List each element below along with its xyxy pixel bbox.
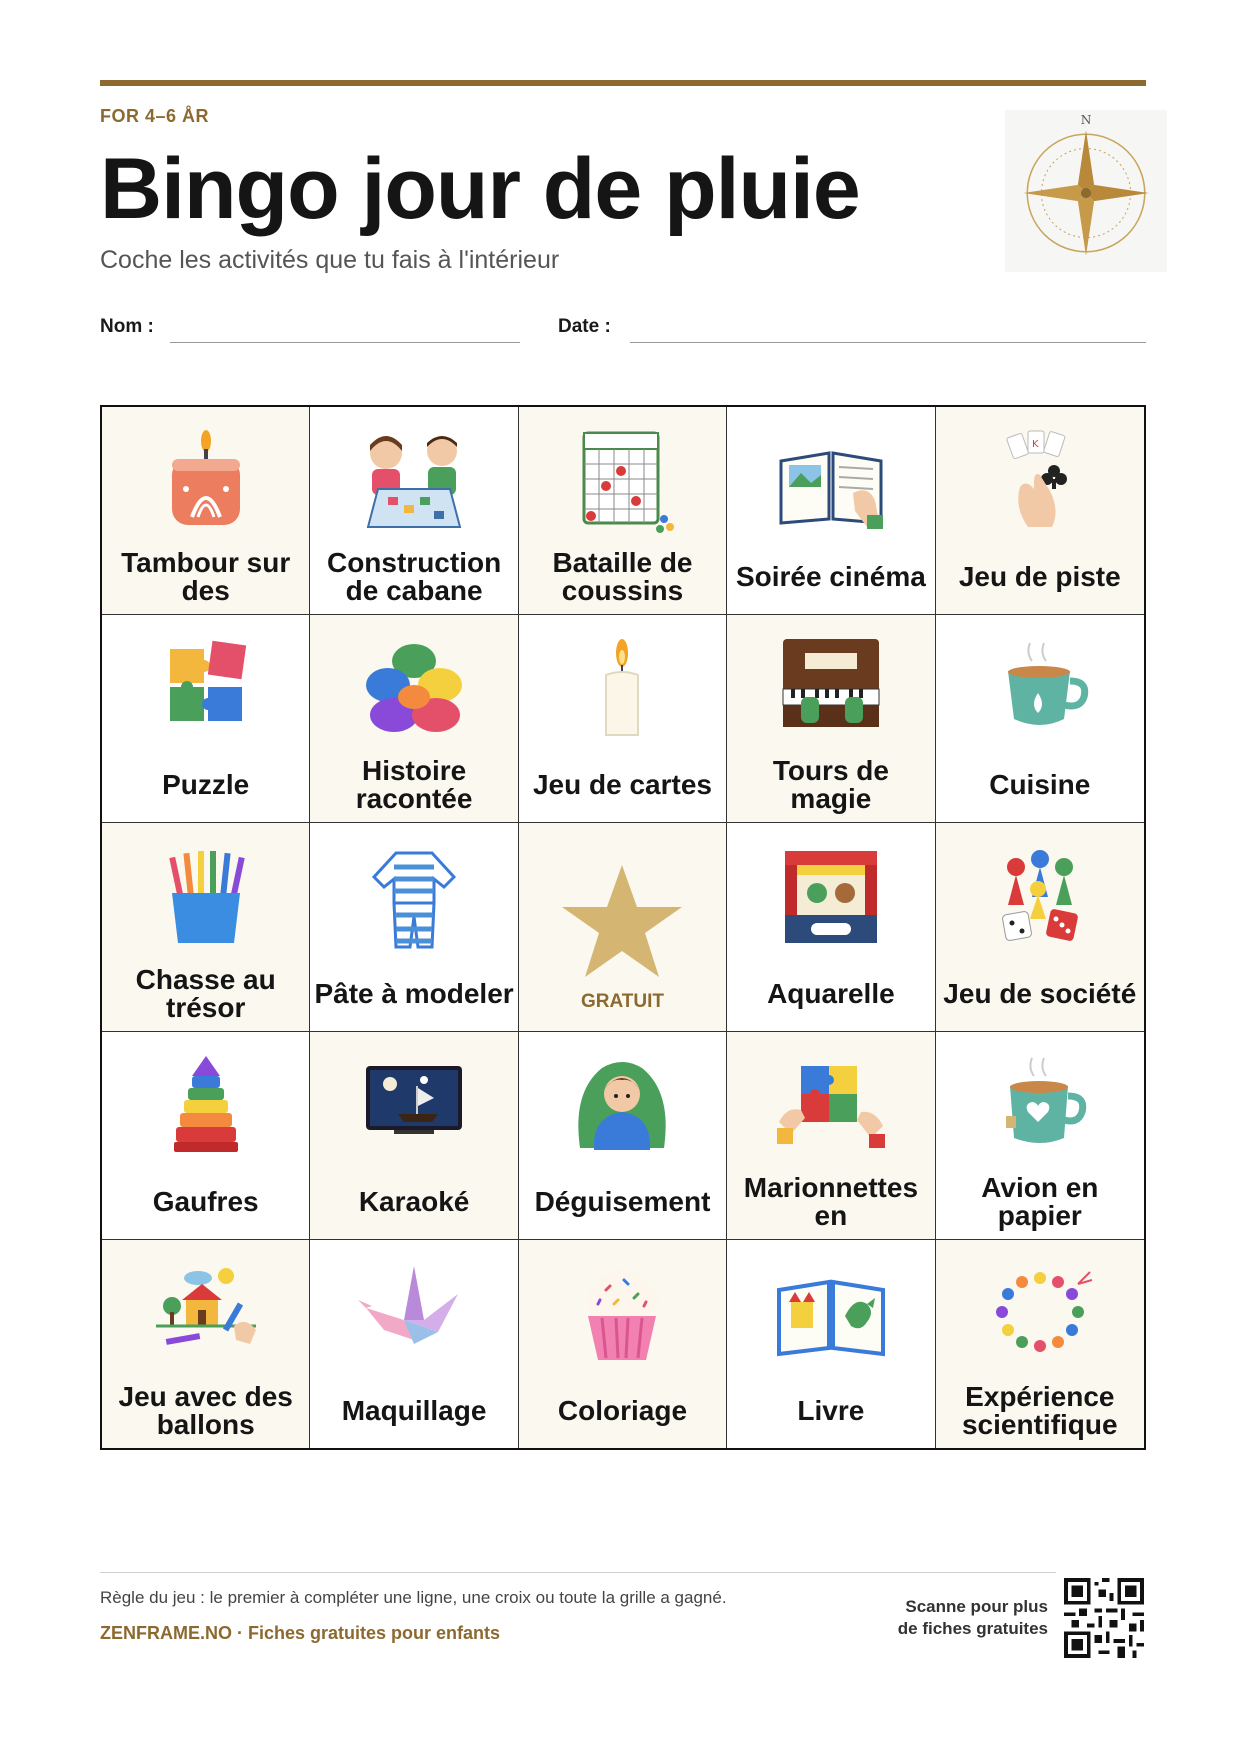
cell-label: Marionnettes en	[743, 1171, 919, 1231]
star-icon	[557, 863, 687, 983]
cell-label: Aquarelle	[767, 977, 895, 1009]
puppet-theater-icon	[771, 843, 891, 953]
bingo-cell[interactable]	[102, 823, 310, 1031]
heart-mug-icon	[980, 1052, 1100, 1162]
bingo-cell[interactable]	[310, 1032, 518, 1240]
bingo-cell[interactable]	[936, 1032, 1144, 1240]
bingo-cell[interactable]	[936, 1240, 1144, 1448]
date-label: Date :	[558, 316, 611, 337]
bingo-cell[interactable]	[519, 407, 727, 615]
compass-rose-icon	[1005, 110, 1167, 272]
cell-label: Maquillage	[341, 1394, 487, 1426]
name-label: Nom :	[100, 316, 154, 337]
bingo-cell[interactable]	[936, 407, 1144, 615]
board-game-pawns-icon	[980, 843, 1100, 953]
bingo-cell[interactable]	[727, 407, 935, 615]
candle-jar-icon	[146, 427, 266, 537]
cell-label: Puzzle	[162, 769, 250, 801]
cell-label: Histoire racontée	[355, 755, 473, 815]
cell-label: Avion en papier	[981, 1171, 1099, 1231]
bingo-cell[interactable]	[310, 823, 518, 1031]
free-cell-label: GRATUIT	[580, 990, 664, 1012]
bingo-card-icon	[562, 427, 682, 537]
game-rule: Règle du jeu : le premier à compléter une ligne, une croix ou toute la grille a gagné.	[100, 1588, 727, 1607]
origami-crane-icon	[354, 1260, 474, 1370]
scan-line-1: Scanne pour plus	[905, 1597, 1048, 1616]
footer-divider	[100, 1572, 1056, 1573]
bingo-cell[interactable]	[727, 1240, 935, 1448]
bingo-cell[interactable]	[936, 615, 1144, 823]
bingo-cell[interactable]	[310, 615, 518, 823]
bingo-cell[interactable]	[519, 1240, 727, 1448]
cell-label: Soirée cinéma	[735, 561, 926, 593]
bingo-cell-free[interactable]	[519, 823, 727, 1031]
playing-cards-hand-icon	[980, 427, 1100, 537]
qr-code-icon[interactable]	[1064, 1578, 1144, 1658]
child-drawing-icon	[146, 1260, 266, 1370]
cell-label: Livre	[797, 1394, 865, 1426]
cell-label: Tambour sur des	[121, 547, 291, 607]
bingo-cell[interactable]	[102, 407, 310, 615]
cell-label: Cuisine	[989, 769, 1091, 801]
age-label: FOR 4–6 ÅR	[100, 106, 210, 126]
colored-pencils-icon	[146, 843, 266, 953]
puzzle-pieces-icon	[146, 635, 266, 745]
cell-label: Coloriage	[557, 1394, 688, 1426]
kids-board-game-icon	[354, 427, 474, 537]
hands-puzzle-icon	[771, 1052, 891, 1162]
cupcake-icon	[562, 1260, 682, 1370]
tea-cup-icon	[980, 635, 1100, 745]
cell-label: Tours de magie	[772, 755, 889, 815]
brand-link[interactable]: ZENFRAME.NO · Fiches gratuites pour enfants	[100, 1623, 501, 1643]
date-field[interactable]	[630, 342, 1146, 343]
cell-label: Expérience scientifique	[961, 1380, 1118, 1440]
cell-label: Déguisement	[534, 1185, 711, 1217]
fairy-tale-book-icon	[771, 1260, 891, 1370]
bingo-cell[interactable]	[519, 615, 727, 823]
scan-caption	[880, 1596, 1048, 1640]
bingo-cell[interactable]	[936, 823, 1144, 1031]
bingo-cell[interactable]	[727, 615, 935, 823]
child-in-blanket-icon	[562, 1052, 682, 1162]
compass-north-letter: N	[1080, 113, 1092, 128]
cell-label: Construction de cabane	[326, 547, 502, 607]
page-subtitle: Coche les activités que tu fais à l'intérieur	[100, 246, 560, 274]
bingo-cell[interactable]	[102, 1032, 310, 1240]
candle-icon	[562, 635, 682, 745]
svg-text:K: K	[1031, 439, 1039, 450]
pajamas-icon	[354, 843, 474, 953]
top-accent-bar	[100, 80, 1146, 86]
bingo-cell[interactable]	[310, 407, 518, 615]
cell-label: Pâte à modeler	[314, 977, 514, 1009]
bingo-cell[interactable]	[727, 1032, 935, 1240]
piano-icon	[771, 635, 891, 745]
bingo-cell[interactable]	[102, 615, 310, 823]
cell-label: Jeu de piste	[958, 561, 1121, 593]
cell-label: Jeu de société	[943, 977, 1137, 1009]
bingo-cell[interactable]	[727, 823, 935, 1031]
bead-bracelet-icon	[980, 1260, 1100, 1370]
bingo-cell[interactable]	[519, 1032, 727, 1240]
cell-label: Karaoké	[358, 1185, 470, 1217]
page-title: Bingo jour de pluie	[100, 141, 860, 237]
bingo-cell[interactable]	[102, 1240, 310, 1448]
play-dough-icon	[354, 635, 474, 745]
pirate-movie-tv-icon	[354, 1052, 474, 1162]
name-field[interactable]	[170, 342, 520, 343]
cell-label: Jeu de cartes	[532, 769, 712, 801]
bingo-cell[interactable]	[310, 1240, 518, 1448]
cell-label: Gaufres	[152, 1185, 259, 1217]
stacking-rings-icon	[146, 1052, 266, 1162]
bingo-grid	[100, 405, 1146, 1450]
scan-line-2: de fiches gratuites	[897, 1619, 1048, 1639]
cell-label: Bataille de coussins	[552, 547, 693, 607]
cell-label: Jeu avec des ballons	[118, 1380, 293, 1440]
open-book-icon	[771, 427, 891, 537]
cell-label: Chasse au trésor	[135, 963, 276, 1023]
